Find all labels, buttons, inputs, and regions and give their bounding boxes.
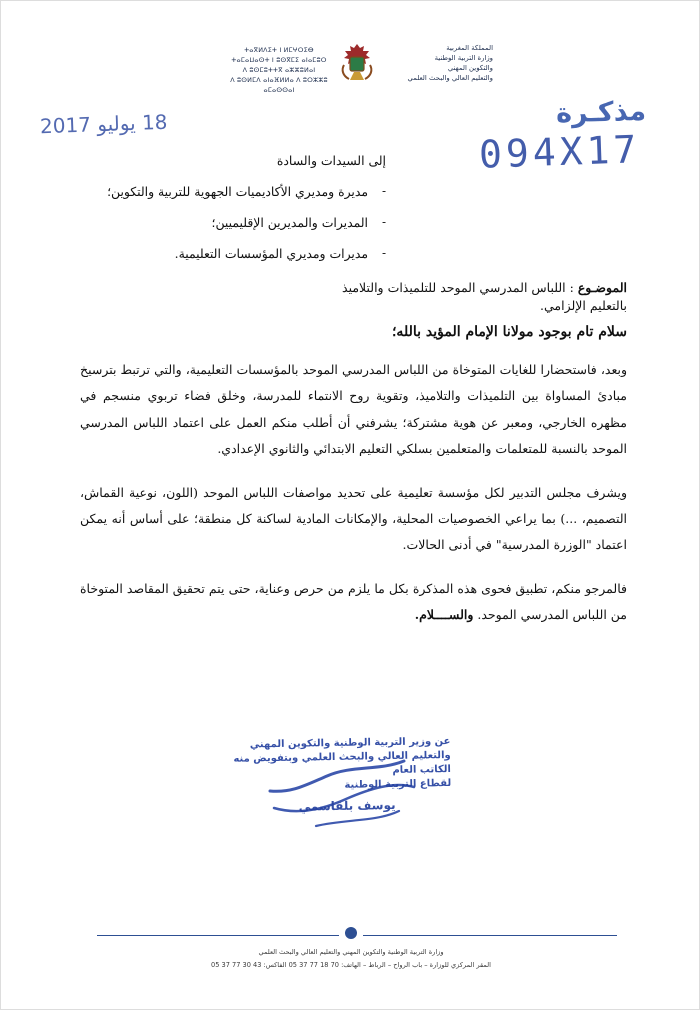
header-arabic-line-3: والتكوين المهني [447,64,493,72]
header-arabic-line-2: وزارة التربية الوطنية [434,54,493,62]
greeting: سلام تام بوجود مولانا الإمام المؤيد بالله؛ [391,324,627,340]
dash-bullet: - [381,215,386,229]
footer-text [141,946,561,972]
signature-line-1: عن وزير التربية الوطنية والتكوين المهني [249,735,451,751]
closing-word: والســــلام. [414,607,474,623]
dash-bullet: - [381,184,386,198]
addressee-item [66,207,386,238]
header-tifinagh-line-1: ⵜⴰⴳⵍⴷⵉⵜ ⵏ ⵍⵎⵖⵔⵉⴱ [244,46,314,54]
header-tifinagh-line-4: ⴷ ⵓⵙⵍⵎⴷ ⴰⵏⴰⴼⵍⵍⴰ ⴷ ⵓⵔⵣⵣⵓ ⴰⵎⴰⵙⵙⴰⵏ [230,76,328,94]
footer-emblem-icon [339,925,363,941]
footer-line-1: وزارة التربية الوطنية والتكوين المهني والتعليم العالي والبحث العلمي [258,948,444,956]
header-tifinagh-line-2: ⵜⴰⵎⴰⵡⴰⵙⵜ ⵏ ⵓⵙⴳⵎⵉ ⴰⵏⴰⵎⵓⵔ [231,56,327,64]
signature-line-3: الكاتب العام [392,763,452,776]
footer-line-2: المقر المركزي للوزارة – باب الرواح – الرباط – الهاتف: 70 18 77 37 05 الفاكس: 43 30 77 37 05 [211,961,491,969]
addressee-item [66,238,386,269]
addressee-text: المديرات والمديرين الإقليميين؛ [211,215,368,230]
addressees-intro: إلى السيدات والسادة [276,153,386,168]
header-arabic-block [381,43,493,83]
body-paragraph-3-text: فالمرجو منكم، تطبيق فحوى هذه المذكرة بكل ما يلزم من حرص وعناية، حتى يتم تحقيق المقاصد المتوخاة من اللباس المدرسي الموحد. [80,580,627,623]
memo-stamp-number: 094X17 [478,127,641,177]
body-paragraph-1: وبعد، فاستحضارا للغايات المتوخاة من اللباس المدرسي الموحد بالمؤسسات التعليمية، والتي ترتبط بترسيخ مبادئ المساواة بين التلميذات والتلاميذ، وتقوية روح الانتماء للمدرسة، وخلق فضاء تربوي منسجم في مظهره الخارجي، ومعبر عن هوية مشتركة؛ يشرفني أن أطلب منكم العمل على اعتماد اللباس المدرسي الموحد بالنسبة للمتعلمات والمتعلمين بسلكي التعليم الابتدائي والثانوي الإعدادي. [80,362,627,457]
body-paragraph-3 [80,576,627,629]
date-stamp: 18 يوليو 2017 [39,109,168,139]
body-paragraph-2: ويشرف مجلس التدبير لكل مؤسسة تعليمية على تحديد مواصفات اللباس الموحد (اللون، نوعية القماش، التصميم، ...) بما يراعي الخصوصيات المحلية، والإمكانات المادية لساكنة كل منطقة؛ على أساس أنه يمكن اعتماد "الوزرة المدرسية" في أدنى الحالات. [80,484,627,553]
header-arabic-line-4: والتعليم العالي والبحث العلمي [407,74,493,82]
header-arabic-line-1: المملكة المغربية [446,44,493,52]
signature-line-2: والتعليم العالي والبحث العلمي وبتفويض منه [233,749,451,765]
addressee-item [66,176,386,207]
kingdom-emblem-icon [336,41,378,85]
header-tifinagh-block [219,45,339,95]
addressee-text: مديرة ومديري الأكاديميات الجهوية للتربية والتكوين؛ [107,184,368,199]
subject-label: الموضـوع [577,280,627,295]
addressee-text: مديرات ومديري المؤسسات التعليمية. [174,246,368,261]
memo-body [80,357,627,646]
dash-bullet: - [381,246,386,260]
memo-stamp-word: مذكـرة [555,95,647,130]
signatory-name: يوسف بلقاسمي [298,797,396,814]
addressees-block [66,145,386,269]
header-tifinagh-line-3: ⴷ ⵓⵙⵎⵓⵜⵜⴳ ⴰⵣⵣⵓⵍⴰⵏ [242,66,316,74]
subject-text: : اللباس المدرسي الموحد للتلميذات والتلاميذ بالتعليم الإلزامي. [342,280,627,313]
subject-line [301,279,627,315]
signature-line-4: لقطاع التربية الوطنية [344,777,452,791]
signature-block [218,735,451,815]
